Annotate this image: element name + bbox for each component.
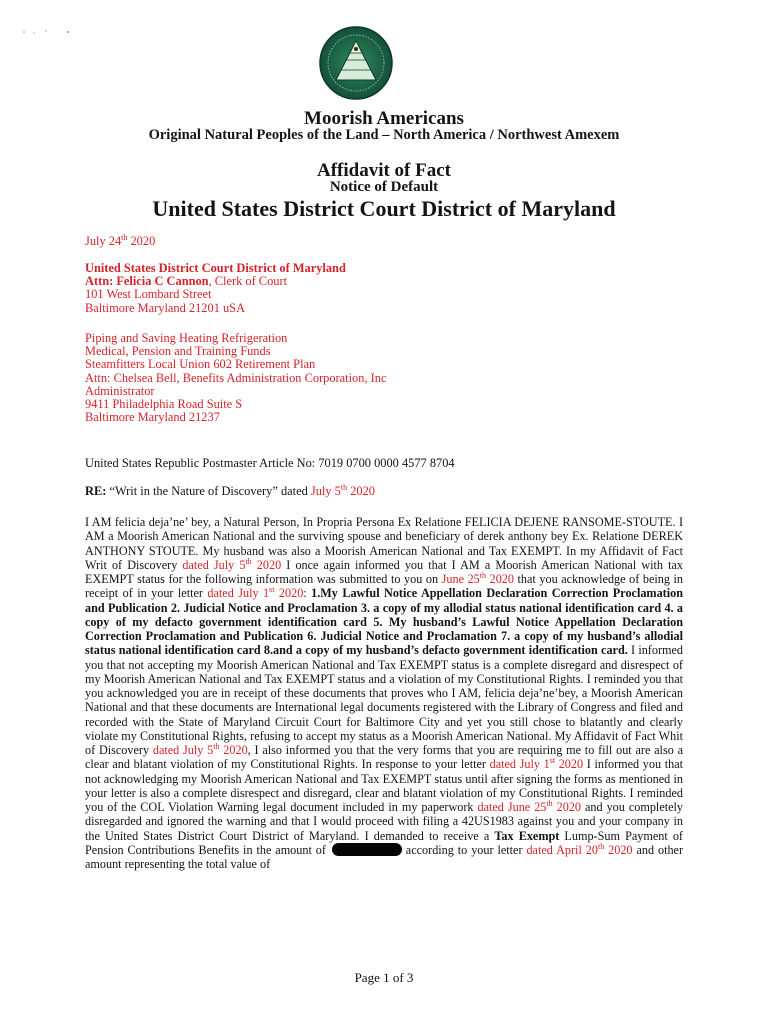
re-line: RE: “Writ in the Nature of Discovery” dated July 5th 2020 [85,483,375,498]
recipient-fund-address [85,332,685,424]
recipient-fund-line: Baltimore Maryland 21237 [85,410,220,425]
page-number: Page 1 of 3 [354,970,414,985]
recipient-court-attn: Attn: Felicia C Cannon, Clerk of Court [85,274,288,289]
recipient-fund-line: 9411 Philadelphia Road Suite S [85,397,243,412]
document-title: Affidavit of Fact [316,160,452,181]
redaction-mark [332,843,402,856]
letter-date: July 24th 2020 [85,233,156,248]
recipient-fund-line: Attn: Chelsea Bell, Benefits Administration Corporation, Inc [85,370,387,385]
recipient-fund-line: Administrator [85,383,155,398]
org-subtitle: Original Natural Peoples of the Land – North America / Northwest Amexem [148,127,620,143]
org-title: Moorish Americans [304,108,464,129]
recipient-court-city: Baltimore Maryland 21201 uSA [85,300,246,315]
document-subtitle: Notice of Default [329,179,439,195]
recipient-court-street: 101 West Lombard Street [85,287,212,302]
scan-specks [20,28,80,36]
court-title: United States District Court District of Maryland [152,196,616,221]
recipient-fund-line: Medical, Pension and Training Funds [85,344,271,359]
postmaster-article-number: United States Republic Postmaster Article No: 7019 0700 0000 4577 8704 [85,456,455,470]
recipient-court-address [85,262,685,315]
pyramid-seal-icon [319,26,393,100]
recipient-fund-line: Steamfitters Local Union 602 Retirement Plan [85,357,316,372]
recipient-fund-line: Piping and Saving Heating Refrigeration [85,331,288,345]
affidavit-body: I AM felicia deja’ne’ bey, a Natural Person, In Propria Persona Ex Relatione FELICIA DEJENE RANSOME-STOUTE. I AM a Moorish American National and the surviving spouse and beneficiary of derek anthony bey Ex. Relatione DEREK ANTHONY STOUTE. My husband was also a Moorish American National and Tax EXEMPT. In my Affidavit of Fact Writ of Discovery dated July 5th 2020 I once again informed you that I AM a Moorish American National with tax EXEMPT status for the following information was submitted to you on June 25th 2020 that you acknowledge of being in receipt of in your letter dated July 1st 2020: 1.My Lawful Notice Appellation Declaration Correction Proclamation and Publication 2. Judicial Notice and Proclamation 3. a copy of my allodial status national identification card 4. a copy of my defacto government identification card 5. My husband’s Lawful Notice Appellation Declaration Correction Proclamation and Publication 6. Judicial Notice and Proclamation 7. a copy of my husband’s allodial status national identification card 8.and a copy of my husband’s defacto government identification card. I informed you that not accepting my Moorish American National and Tax EXEMPT status is a complete disregard and disrespect of my Moorish American National and Tax EXEMPT status and a violation of my Constitutional Rights. I reminded you that you acknowledged you are in receipt of these documents that proves who I AM, felicia deja’ne’bey, a Moorish American National and that these documents are International legal documents registered with the Library of Congress and filed and recorded with the State of Maryland Circuit Court for Baltimore City and yet you still chose to blatantly and clearly violate my Constitutional Rights, refusing to accept my status as a Moorish American National. My Affidavit of Fact Whit of Discovery dated July 5th 2020, I also informed you that the very forms that you are requiring me to fill out are also a clear and blatant violation of my Constitutional Rights. In response to your letter dated July 1st 2020 I informed you that not acknowledging my Moorish American National and Tax EXEMPT status until after signing the forms as mentioned in your letter is also a complete disrespect and disregard, clear and blatant violation of my Constitutional Rights. I reminded you of the COL Violation Warning legal document included in my paperwork dated June 25th 2020 and you completely disregarded and ignored the warning and that I would proceed with filing a 42US1983 against you and your company in the United States District Court District of Maryland. I demanded to receive a Tax Exempt Lump-Sum Payment of Pension Contributions Benefits in the amount of according to your letter dated April 20th 2020 and other amount representing the total value of [85,515,684,871]
recipient-court-name: United States District Court District of Maryland [85,261,346,275]
